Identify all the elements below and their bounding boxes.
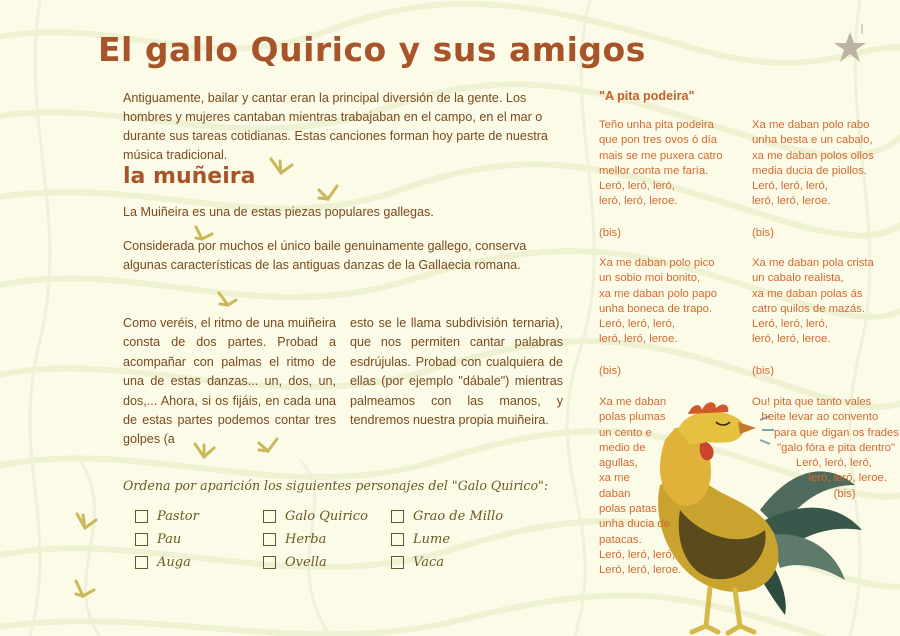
footprint-arrow-icon [216,290,238,308]
checkbox-option[interactable] [263,532,326,547]
checkbox-option[interactable] [391,532,450,547]
checkbox-option[interactable] [263,509,368,524]
intro-paragraph: Antiguamente, bailar y cantar eran la principal diversión de la gente. Los hombres y mujeres cantaban mientras trabajaban en el campo, en el mar o durante sus tareas cotidianas. Estas canciones forman hoy parte de nuestra música tradicional. [123,91,548,162]
footprint-arrow-icon [72,578,96,600]
paragraph-2: Considerada por muchos el único baile genuinamente gallego, conserva algunas características de las antiguas danzas de la Gallaecia romana. [123,239,527,272]
footprint-arrow-icon [74,510,98,532]
checkbox-label: Galo Quirico [285,509,368,524]
checkbox[interactable] [391,510,404,523]
checkbox-option[interactable] [391,509,503,524]
checkbox-label: Grao de Millo [413,509,504,524]
song-verse: (bis) [752,227,774,239]
checkbox-label: Vaca [413,555,444,570]
song-verse: Xa me daban polas plumas un cento e medio de agullas, xa me daban polas patas unha ducia de patacas. Leró, leró, leró, Leró, leró, leroe. [599,396,682,577]
checkbox-label: Lume [413,532,451,547]
checkbox[interactable] [263,533,276,546]
section-heading: la muñeira [123,164,256,189]
exercise-instruction: Ordena por aparición los siguientes personajes del "Galo Quirico": [123,478,549,493]
song-verse: (bis) [752,365,774,377]
checkbox-option[interactable] [135,555,191,570]
checkbox-option[interactable] [135,532,181,547]
checkbox-option[interactable] [135,509,199,524]
footprint-arrow-icon [316,182,340,202]
song-verse: (bis) [599,227,621,239]
checkbox-option[interactable] [391,555,444,570]
checkbox[interactable] [263,510,276,523]
checkbox-label: Ovella [285,555,327,570]
text-column-left: Como veréis, el ritmo de una muiñeira consta de dos partes. Probad a acompañar con palmas el ritmo de una de estas danzas... un, dos, un, dos,... Ahora, si os fijáis, en cada una de estas partes podemos contar tres golpes (a [123,316,336,447]
checkbox[interactable] [391,556,404,569]
checkbox[interactable] [135,510,148,523]
song-verse: (bis) [599,365,621,377]
song-title: "A pita podeira" [599,89,695,103]
song-verse: Xa me daban polo pico un sobio moi bonito, xa me daban polo papo unha boneca de trapo. Leró, leró, leró, leró, leró, leroe. [599,257,718,346]
checkbox-option[interactable] [263,555,327,570]
checkbox[interactable] [391,533,404,546]
page-title: El gallo Quirico y sus amigos [98,30,646,69]
checkbox[interactable] [135,556,148,569]
checkbox[interactable] [135,533,148,546]
song-verse: Xa me daban pola crista un cabalo realista, xa me daban polas ás catro quilos de mazás. Leró, leró, leró, leró, leró, leroe. [752,257,874,346]
song-verse: Teño unha pita podeira que pon tres ovos ó día mais se me puxera catro mellor conta me faría. Leró, leró, leró, leró, leró, leroe. [599,119,723,208]
song-verse: Ou! pita que tanto vales heite levar ao convento para que digan os frades "galo fóra e pita dentro" Leró, leró, leró, leró, leró, leroe. (bis) [752,396,899,500]
checkbox[interactable] [263,556,276,569]
star-icon [832,24,870,66]
checkbox-label: Herba [285,532,327,547]
checkbox-label: Pastor [157,509,199,524]
text-column-right: esto se le llama subdivisión ternaria), que nos permiten cantar palabras esdrújulas. Probad con cualquiera de ellas (por ejemplo "dábale") mientras palmeamos con las manos, y tendremos nuestra propia muiñeira. [350,316,563,428]
paragraph-1: La Muiñeira es una de estas piezas populares gallegas. [123,205,434,219]
checkbox-label: Pau [157,532,182,547]
checkbox-label: Auga [157,555,191,570]
song-verse: Xa me daban polo rabo unha besta e un cabalo, xa me daban polos ollos media ducia de piollos. Leró, leró, leró, leró, leró, leroe. [752,119,874,208]
